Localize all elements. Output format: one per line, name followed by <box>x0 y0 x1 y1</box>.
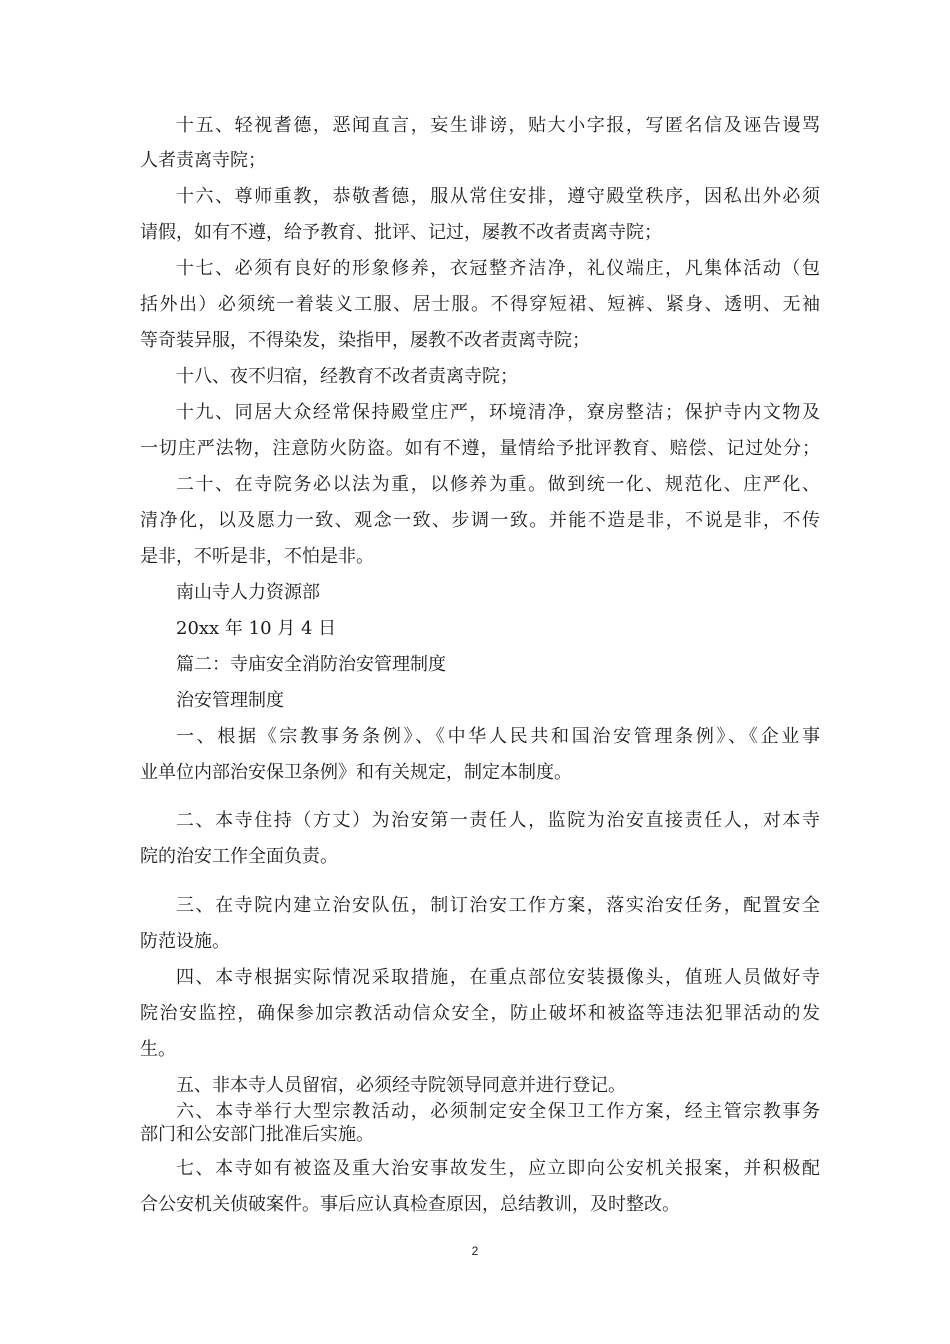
page-number: 2 <box>471 1244 479 1258</box>
text-line: 五、非本寺人员留宿，必须经寺院领导同意并进行登记。 <box>176 1075 626 1096</box>
text-line: 合公安机关侦破案件。事后应认真检查原因，总结教训，及时整改。 <box>140 1194 680 1215</box>
text-line: 防范设施。 <box>140 931 230 952</box>
text-line: 十七、必须有良好的形象修养，衣冠整齐洁净，礼仪端庄，凡集体活动（包 <box>176 258 820 279</box>
text-line: 请假，如有不遵，给予教育、批评、记过，屡教不改者责离寺院； <box>140 222 662 243</box>
text-line: 一、根据《宗教事务条例》、《中华人民共和国治安管理条例》、《企业事 <box>176 726 820 747</box>
text-line: 四、本寺根据实际情况采取措施，在重点部位安装摄像头，值班人员做好寺 <box>176 967 820 988</box>
text-line: 院的治安工作全面负责。 <box>140 846 338 867</box>
text-line: 一切庄严法物，注意防火防盗。如有不遵，量情给予批评教育、赔偿、记过处分； <box>140 438 820 459</box>
text-line: 括外出）必须统一着装义工服、居士服。不得穿短裙、短裤、紧身、透明、无袖 <box>140 294 820 315</box>
text-line: 部门和公安部门批准后实施。 <box>140 1124 374 1145</box>
text-line: 十九、同居大众经常保持殿堂庄严，环境清净，寮房整洁；保护寺内文物及 <box>176 402 820 423</box>
text-line: 二、本寺住持（方丈）为治安第一责任人，监院为治安直接责任人，对本寺 <box>176 810 820 831</box>
section-title: 篇二：寺庙安全消防治安管理制度 <box>176 654 446 675</box>
signature-date: 20xx 年 10 月 4 日 <box>176 618 337 639</box>
text-line: 六、本寺举行大型宗教活动，必须制定安全保卫工作方案，经主管宗教事务 <box>176 1101 820 1122</box>
text-line: 业单位内部治安保卫条例》和有关规定，制定本制度。 <box>140 762 572 783</box>
signature-organization: 南山寺人力资源部 <box>176 582 320 603</box>
text-line: 七、本寺如有被盗及重大治安事故发生，应立即向公安机关报案，并积极配 <box>176 1158 820 1179</box>
text-line: 清净化，以及愿力一致、观念一致、步调一致。并能不造是非，不说是非，不传 <box>140 510 820 531</box>
text-line: 等奇装异服，不得染发，染指甲，屡教不改者责离寺院； <box>140 330 590 351</box>
text-line: 十五、轻视耆德，恶闻直言，妄生诽谤，贴大小字报，写匿名信及诬告谩骂 <box>176 115 820 136</box>
text-line: 十八、夜不归宿，经教育不改者责离寺院； <box>176 366 518 387</box>
text-line: 人者责离寺院； <box>140 150 266 171</box>
text-line: 院治安监控，确保参加宗教活动信众安全，防止破坏和被盗等违法犯罪活动的发 <box>140 1003 820 1024</box>
text-line: 三、在寺院内建立治安队伍，制订治安工作方案，落实治安任务，配置安全 <box>176 895 820 916</box>
text-line: 是非，不听是非，不怕是非。 <box>140 546 374 567</box>
subsection-title: 治安管理制度 <box>176 690 284 711</box>
text-line: 十六、尊师重教，恭敬耆德，服从常住安排，遵守殿堂秩序，因私出外必须 <box>176 186 820 207</box>
text-line: 生。 <box>140 1039 176 1060</box>
text-line: 二十、在寺院务必以法为重，以修养为重。做到统一化、规范化、庄严化、 <box>176 474 820 495</box>
